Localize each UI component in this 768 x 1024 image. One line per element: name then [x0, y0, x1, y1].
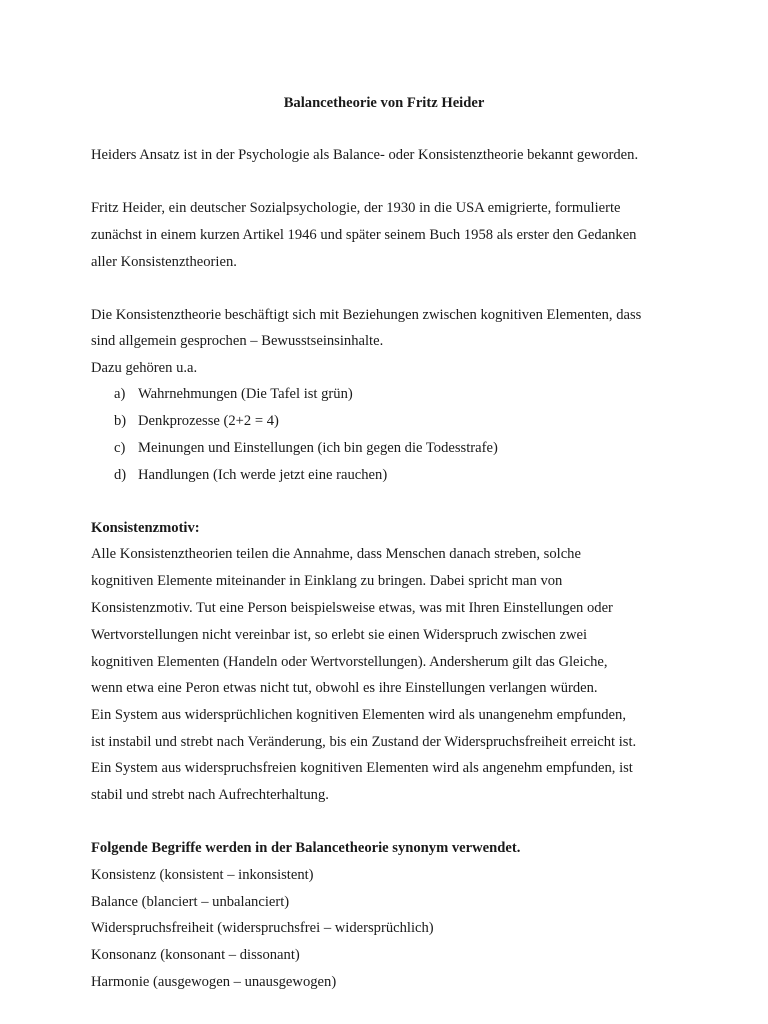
begriffe-line: Widerspruchsfreiheit (widerspruchsfrei – widersprüchlich): [91, 920, 434, 936]
begriffe-line: Harmonie (ausgewogen – unausgewogen): [91, 974, 337, 990]
list-item-text: Handlungen (Ich werde jetzt eine rauchen): [138, 467, 388, 483]
section-heading-begriffe: Folgende Begriffe werden in der Balancetheorie synonym verwendet.: [91, 840, 521, 856]
list-item-text: Wahrnehmungen (Die Tafel ist grün): [138, 386, 353, 402]
konsistenzmotiv-line: Wertvorstellungen nicht vereinbar ist, so erlebt sie einen Widerspruch zwischen zwei: [91, 627, 588, 643]
paragraph-1-line: aller Konsistenztheorien.: [91, 254, 237, 270]
list-marker: d): [114, 467, 127, 483]
konsistenzmotiv-line: Ein System aus widerspruchsfreien kognitiven Elementen wird als angenehm empfunden, ist: [91, 760, 633, 776]
list-marker: a): [114, 386, 126, 402]
intro-paragraph: Heiders Ansatz ist in der Psychologie als Balance- oder Konsistenztheorie bekannt geworden.: [91, 147, 639, 163]
konsistenzmotiv-line: Ein System aus widersprüchlichen kognitiven Elementen wird als unangenehm empfunden,: [91, 707, 626, 723]
paragraph-2-line: Dazu gehören u.a.: [91, 360, 198, 376]
konsistenzmotiv-line: ist instabil und strebt nach Veränderung, bis ein Zustand der Widerspruchsfreiheit erreicht ist.: [91, 734, 637, 750]
paragraph-1-line: zunächst in einem kurzen Artikel 1946 und später seinem Buch 1958 als erster den Gedanken: [91, 227, 637, 243]
konsistenzmotiv-line: kognitiven Elementen (Handeln oder Wertvorstellungen). Andersherum gilt das Gleiche,: [91, 654, 608, 670]
begriffe-line: Balance (blanciert – unbalanciert): [91, 894, 290, 910]
paragraph-1-line: Fritz Heider, ein deutscher Sozialpsychologie, der 1930 in die USA emigrierte, formulierte: [91, 200, 621, 216]
konsistenzmotiv-line: kognitiven Elemente miteinander in Einklang zu bringen. Dabei spricht man von: [91, 573, 563, 589]
list-marker: c): [114, 440, 126, 456]
document-title: Balancetheorie von Fritz Heider: [283, 95, 485, 111]
konsistenzmotiv-line: Konsistenzmotiv. Tut eine Person beispielsweise etwas, was mit Ihren Einstellungen oder: [91, 600, 613, 616]
paragraph-2-line: sind allgemein gesprochen – Bewusstseinsinhalte.: [91, 333, 384, 349]
list-item-text: Meinungen und Einstellungen (ich bin gegen die Todesstrafe): [138, 440, 498, 456]
begriffe-line: Konsonanz (konsonant – dissonant): [91, 947, 300, 963]
konsistenzmotiv-line: Alle Konsistenztheorien teilen die Annahme, dass Menschen danach streben, solche: [91, 546, 581, 562]
konsistenzmotiv-line: stabil und strebt nach Aufrechterhaltung.: [91, 787, 329, 803]
begriffe-line: Konsistenz (konsistent – inkonsistent): [91, 867, 314, 883]
paragraph-2-line: Die Konsistenztheorie beschäftigt sich mit Beziehungen zwischen kognitiven Elementen, dass: [91, 307, 642, 323]
list-item-text: Denkprozesse (2+2 = 4): [138, 413, 279, 429]
section-heading-konsistenzmotiv: Konsistenzmotiv:: [91, 520, 200, 536]
konsistenzmotiv-line: wenn etwa eine Peron etwas nicht tut, obwohl es ihre Einstellungen verlangen würden.: [91, 680, 598, 696]
list-marker: b): [114, 413, 127, 429]
